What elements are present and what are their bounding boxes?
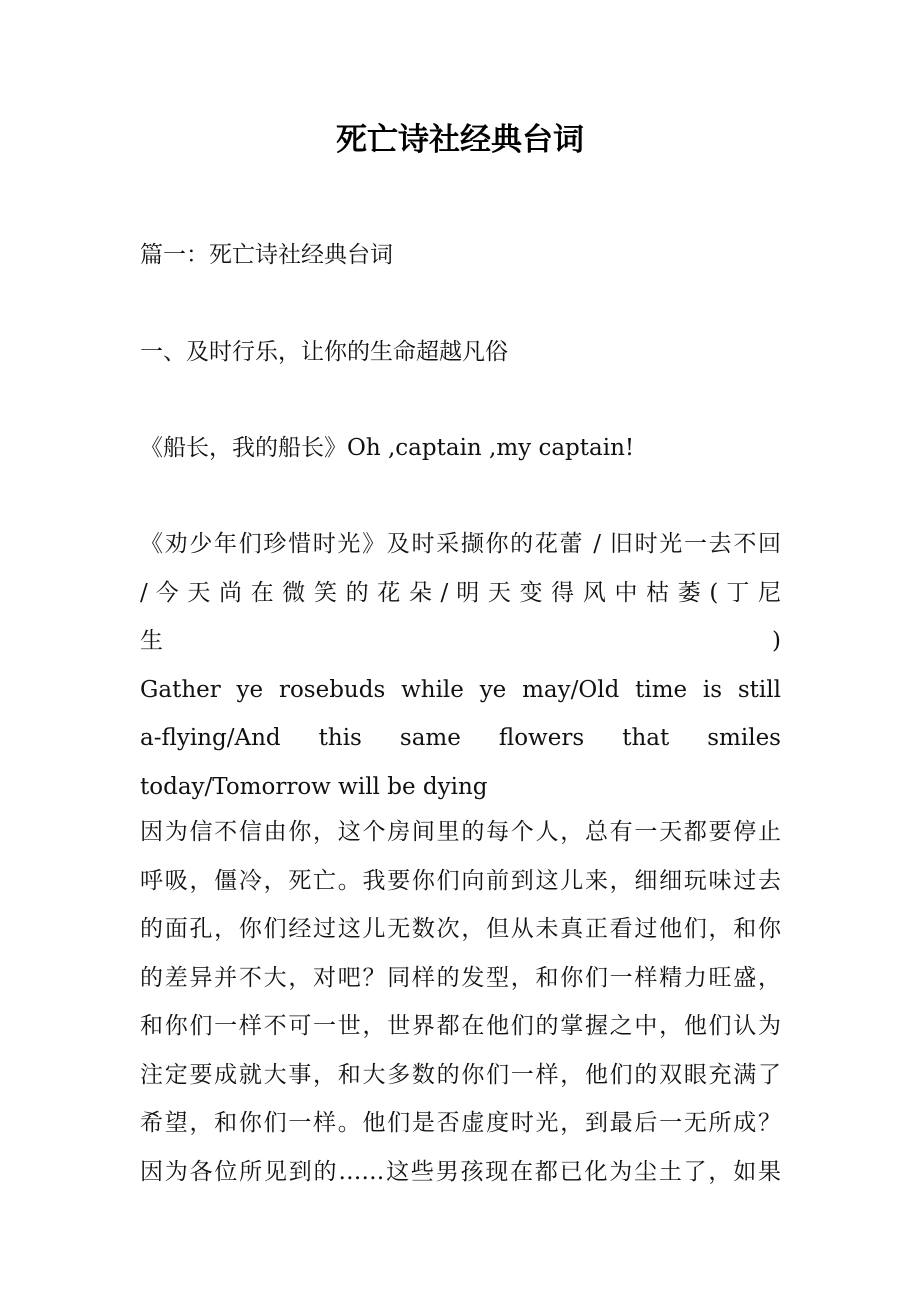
poem-line: / 今 天 尚 在 微 笑 的 花 朵 / 明 天 变 得 风 中 枯 萎 ( 丁 尼 生 ) bbox=[140, 579, 781, 654]
poem-paragraph bbox=[140, 520, 781, 811]
speech-line: 因为各位所见到的……这些男孩现在都已化为尘土了，如果 bbox=[140, 1158, 781, 1185]
speech-line: 和你们一样不可一世，世界都在他们的掌握之中，他们认为 bbox=[140, 1013, 781, 1039]
poem-title-text: 《船长，我的船长》Oh ,captain ,my captain! bbox=[140, 435, 635, 461]
subheading-text: 一、及时行乐，让你的生命超越凡俗 bbox=[140, 339, 508, 365]
speech-line: 的差异并不大，对吧？同样的发型，和你们一样精力旺盛， bbox=[140, 964, 781, 991]
section-heading bbox=[140, 231, 781, 280]
speech-line: 因为信不信由你，这个房间里的每个人，总有一天都要停止 bbox=[140, 819, 781, 845]
poem-line: today/Tomorrow will be dying bbox=[140, 773, 488, 800]
poem-line: 《劝少年们珍惜时光》及时采撷你的花蕾 / 旧时光一去不回 bbox=[140, 531, 781, 557]
poem-title-paragraph bbox=[140, 424, 781, 473]
speech-line: 希望，和你们一样。他们是否虚度时光，到最后一无所成？ bbox=[140, 1110, 781, 1136]
poem-line: Gather ye rosebuds while ye may/Old time is still bbox=[140, 676, 781, 703]
section-heading-text: 篇一：死亡诗社经典台词 bbox=[140, 242, 393, 268]
subheading bbox=[140, 328, 781, 377]
document-title: 死亡诗社经典台词 bbox=[336, 122, 584, 158]
speech-line: 的面孔，你们经过这儿无数次，但从未真正看过他们，和你 bbox=[140, 916, 781, 942]
speech-line: 呼吸，僵冷，死亡。我要你们向前到这儿来，细细玩味过去 bbox=[140, 867, 781, 894]
speech-paragraph bbox=[140, 808, 781, 1196]
poem-line: a-flying/And this same flowers that smiles bbox=[140, 725, 781, 751]
speech-line: 注定要成就大事，和大多数的你们一样，他们的双眼充满了 bbox=[140, 1061, 781, 1088]
